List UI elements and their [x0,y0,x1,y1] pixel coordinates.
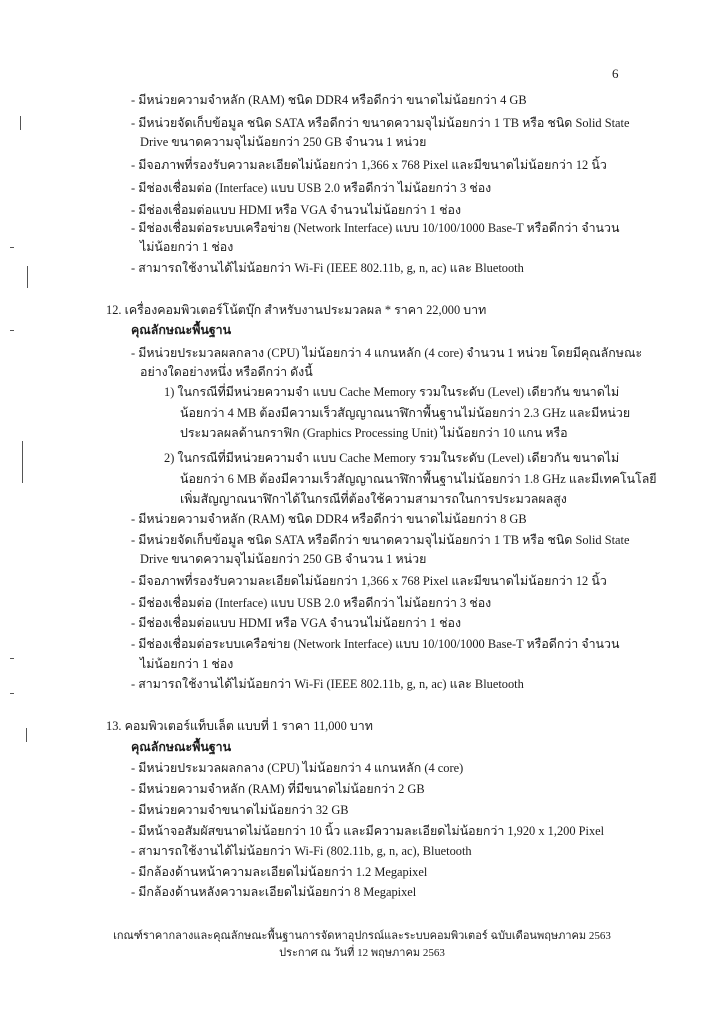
subheading-basic-spec: คุณลักษณะพื้นฐาน [131,740,232,754]
scan-mark [10,693,14,694]
spec-subitem: ประมวลผลด้านกราฟิก (Graphics Processing Unit) ไม่น้อยกว่า 10 แกน หรือ [180,426,568,440]
spec-line: - มีหน่วยความจำหลัก (RAM) ที่มีขนาดไม่น้อยกว่า 2 GB [131,782,425,796]
footer-date: ประกาศ ณ วันที่ 12 พฤษภาคม 2563 [279,947,445,959]
scan-mark [10,658,14,659]
scan-mark [10,330,14,331]
spec-subitem: 2) ในกรณีที่มีหน่วยความจำ แบบ Cache Memory รวมในระดับ (Level) เดียวกัน ขนาดไม่ [164,451,620,465]
spec-line: - มีช่องเชื่อมต่อระบบเครือข่าย (Network Interface) แบบ 10/100/1000 Base-T หรือดีกว่า จำนวน [131,637,620,651]
scan-mark [10,247,14,248]
spec-line: Drive ขนาดความจุไม่น้อยกว่า 250 GB จำนวน 1 หน่วย [140,552,427,566]
spec-line: - มีหน่วยความจำหลัก (RAM) ชนิด DDR4 หรือดีกว่า ขนาดไม่น้อยกว่า 4 GB [131,93,527,107]
spec-subitem: น้อยกว่า 4 MB ต้องมีความเร็วสัญญาณนาฬิกาพื้นฐานไม่น้อยกว่า 2.3 GHz และมีหน่วย [180,406,631,420]
spec-line: - มีช่องเชื่อมต่อแบบ HDMI หรือ VGA จำนวนไม่น้อยกว่า 1 ช่อง [131,203,462,217]
spec-line: - มีหน่วยความจำขนาดไม่น้อยกว่า 32 GB [131,803,349,817]
spec-line: - มีกล้องด้านหน้าความละเอียดไม่น้อยกว่า 1.2 Megapixel [131,865,428,879]
spec-subitem: 1) ในกรณีที่มีหน่วยความจำ แบบ Cache Memory รวมในระดับ (Level) เดียวกัน ขนาดไม่ [164,385,620,399]
spec-subitem: น้อยกว่า 6 MB ต้องมีความเร็วสัญญาณนาฬิกาพื้นฐานไม่น้อยกว่า 1.8 GHz และมีเทคโนโลยี [180,472,657,486]
spec-line: - มีจอภาพที่รองรับความละเอียดไม่น้อยกว่า 1,366 x 768 Pixel และมีขนาดไม่น้อยกว่า 12 นิ้ว [131,574,607,588]
scan-mark [27,266,28,288]
spec-line: - มีจอภาพที่รองรับความละเอียดไม่น้อยกว่า 1,366 x 768 Pixel และมีขนาดไม่น้อยกว่า 12 นิ้ว [131,158,607,172]
subheading-basic-spec: คุณลักษณะพื้นฐาน [131,323,232,337]
spec-line: - มีหน่วยจัดเก็บข้อมูล ชนิด SATA หรือดีกว่า ขนาดความจุไม่น้อยกว่า 1 TB หรือ ชนิด Solid State [131,116,630,130]
spec-line: - มีหน่วยจัดเก็บข้อมูล ชนิด SATA หรือดีกว่า ขนาดความจุไม่น้อยกว่า 1 TB หรือ ชนิด Solid State [131,533,630,547]
footer-title: เกณฑ์ราคากลางและคุณลักษณะพื้นฐานการจัดหาอุปกรณ์และระบบคอมพิวเตอร์ ฉบับเดือนพฤษภาคม 2563 [113,930,611,942]
spec-line: - มีช่องเชื่อมต่อแบบ HDMI หรือ VGA จำนวนไม่น้อยกว่า 1 ช่อง [131,616,462,630]
spec-line: ไม่น้อยกว่า 1 ช่อง [140,657,234,671]
section-heading-13: 13. คอมพิวเตอร์แท็บเล็ต แบบที่ 1 ราคา 11,000 บาท [106,719,373,733]
spec-subitem: เพิ่มสัญญาณนาฬิกาได้ในกรณีที่ต้องใช้ความสามารถในการประมวลผลสูง [180,492,567,506]
spec-line: Drive ขนาดความจุไม่น้อยกว่า 250 GB จำนวน 1 หน่วย [140,135,427,149]
spec-line: - สามารถใช้งานได้ไม่น้อยกว่า Wi-Fi (IEEE 802.11b, g, n, ac) และ Bluetooth [131,261,524,275]
scan-mark [22,441,23,483]
spec-line: - มีหน่วยประมวลผลกลาง (CPU) ไม่น้อยกว่า 4 แกนหลัก (4 core) [131,761,464,775]
spec-line: - มีช่องเชื่อมต่อระบบเครือข่าย (Network Interface) แบบ 10/100/1000 Base-T หรือดีกว่า จำนวน [131,221,620,235]
spec-line: - มีหน้าจอสัมผัสขนาดไม่น้อยกว่า 10 นิ้ว และมีความละเอียดไม่น้อยกว่า 1,920 x 1,200 Pixel [131,824,605,838]
scan-mark [26,728,27,742]
spec-line: - มีกล้องด้านหลังความละเอียดไม่น้อยกว่า 8 Megapixel [131,885,417,899]
scan-mark [20,116,21,130]
spec-line: อย่างใดอย่างหนึ่ง หรือดีกว่า ดังนี้ [140,365,313,379]
page-number: 6 [612,66,619,81]
spec-line: - มีช่องเชื่อมต่อ (Interface) แบบ USB 2.0 หรือดีกว่า ไม่น้อยกว่า 3 ช่อง [131,596,492,610]
spec-line: - สามารถใช้งานได้ไม่น้อยกว่า Wi-Fi (802.11b, g, n, ac), Bluetooth [131,844,472,858]
spec-line: - มีหน่วยประมวลผลกลาง (CPU) ไม่น้อยกว่า 4 แกนหลัก (4 core) จำนวน 1 หน่วย โดยมีคุณลักษณะ [131,346,643,360]
spec-line: ไม่น้อยกว่า 1 ช่อง [140,240,234,254]
section-heading-12: 12. เครื่องคอมพิวเตอร์โน้ตบุ๊ก สำหรับงานประมวลผล * ราคา 22,000 บาท [106,303,487,317]
spec-line: - มีช่องเชื่อมต่อ (Interface) แบบ USB 2.0 หรือดีกว่า ไม่น้อยกว่า 3 ช่อง [131,181,492,195]
spec-line: - สามารถใช้งานได้ไม่น้อยกว่า Wi-Fi (IEEE 802.11b, g, n, ac) และ Bluetooth [131,677,524,691]
spec-line: - มีหน่วยความจำหลัก (RAM) ชนิด DDR4 หรือดีกว่า ขนาดไม่น้อยกว่า 8 GB [131,512,527,526]
